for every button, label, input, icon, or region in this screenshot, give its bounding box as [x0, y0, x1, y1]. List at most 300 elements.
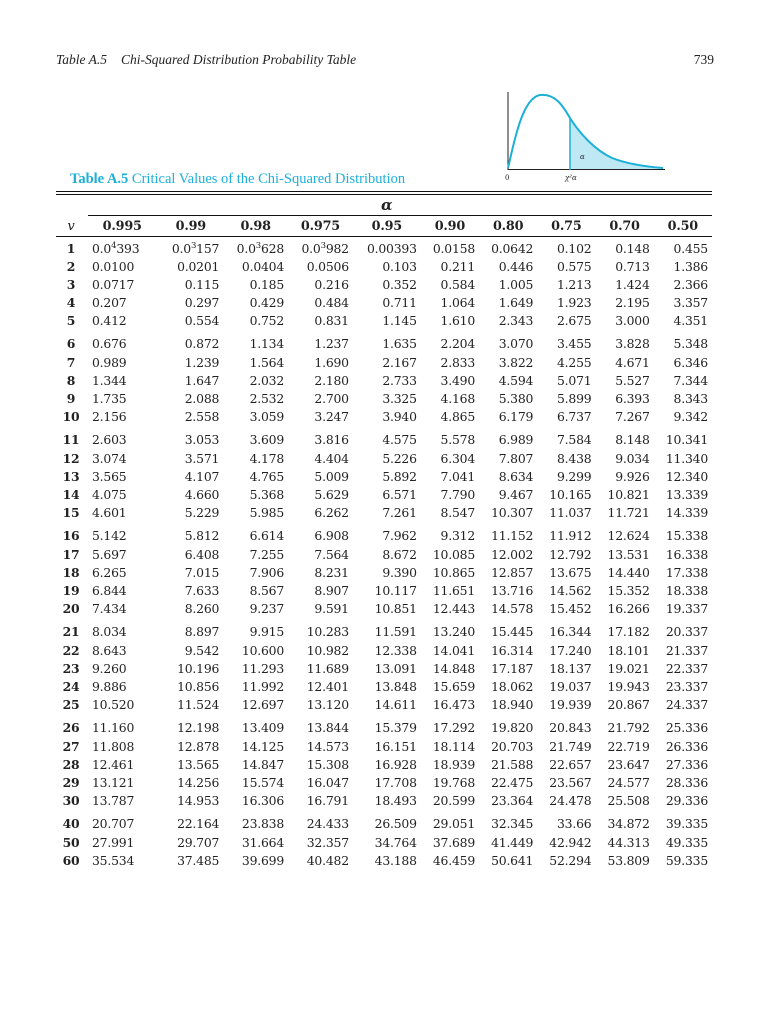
critical-value-cell: 1.923 — [556, 294, 592, 310]
critical-value-cell: 3.490 — [440, 372, 476, 388]
table-row — [56, 833, 712, 851]
critical-value-cell: 1.344 — [92, 372, 127, 388]
table-row — [56, 329, 712, 353]
critical-value-cell: 32.345 — [491, 815, 534, 831]
critical-value-cell: 12.338 — [374, 642, 417, 658]
degrees-of-freedom-cell: 3 — [66, 276, 76, 292]
critical-value-cell: 12.857 — [491, 564, 534, 580]
critical-value-cell: 8.643 — [92, 642, 127, 658]
critical-value-cell: 0.0201 — [177, 258, 220, 274]
critical-value-cell: 5.527 — [615, 372, 650, 388]
critical-value-cell: 8.897 — [184, 623, 220, 639]
column-header-alpha: 0.99 — [175, 218, 206, 234]
degrees-of-freedom-cell: 7 — [66, 354, 76, 370]
critical-value-cell: 39.335 — [665, 815, 708, 831]
critical-value-cell: 23.647 — [607, 756, 650, 772]
critical-value-cell: 10.600 — [241, 642, 285, 658]
critical-value-cell: 11.340 — [665, 450, 708, 466]
critical-value-cell: 43.188 — [374, 852, 417, 868]
table-row — [56, 236, 712, 257]
page-number: 739 — [693, 52, 714, 67]
critical-value-cell: 0.0100 — [92, 258, 135, 274]
column-header-alpha: 0.98 — [240, 218, 271, 234]
degrees-of-freedom-cell: 26 — [62, 719, 80, 735]
critical-value-cell: 14.339 — [665, 504, 708, 520]
table-row — [56, 755, 712, 773]
critical-value-cell: 0.713 — [615, 258, 650, 274]
critical-value-cell: 3.816 — [314, 431, 349, 447]
critical-value-cell: 12.340 — [665, 468, 708, 484]
critical-value-cell: 9.342 — [673, 408, 708, 424]
caption-label: Table A.5 — [70, 171, 129, 187]
table-row — [56, 677, 712, 695]
critical-value-cell: 3.074 — [92, 450, 127, 466]
critical-value-cell: 19.939 — [549, 696, 592, 712]
critical-value-cell: 15.308 — [306, 756, 349, 772]
critical-value-cell: 0.211 — [440, 258, 476, 274]
critical-value-cell: 2.603 — [92, 431, 127, 447]
critical-value-cell: 19.768 — [432, 774, 476, 790]
critical-value-cell: 4.075 — [92, 486, 127, 502]
critical-value-cell: 4.168 — [440, 390, 476, 406]
critical-value-cell: 4.765 — [249, 468, 285, 484]
critical-value-cell: 5.697 — [92, 546, 127, 562]
table-row — [56, 485, 712, 503]
critical-value-cell: 9.390 — [382, 564, 417, 580]
critical-value-cell: 10.520 — [92, 696, 135, 712]
critical-value-cell: 33.66 — [556, 815, 592, 831]
critical-value-cell: 9.312 — [440, 527, 476, 543]
table-row — [56, 257, 712, 275]
critical-value-cell: 9.237 — [249, 600, 285, 616]
critical-value-cell: 4.255 — [556, 354, 592, 370]
critical-value-cell: 10.341 — [665, 431, 708, 447]
critical-value-cell: 6.346 — [673, 354, 708, 370]
table-row — [56, 389, 712, 407]
critical-value-cell: 16.314 — [491, 642, 534, 658]
table-row — [56, 503, 712, 521]
critical-value-cell: 14.848 — [432, 660, 476, 676]
critical-value-cell: 21.792 — [607, 719, 650, 735]
critical-value-cell: 0.554 — [184, 312, 220, 328]
critical-value-cell: 0.455 — [673, 240, 708, 256]
critical-value-cell: 14.440 — [607, 564, 650, 580]
critical-value-cell: 0.0642 — [491, 240, 534, 256]
critical-value-cell: 8.634 — [498, 468, 534, 484]
critical-value-cell: 2.180 — [314, 372, 349, 388]
critical-value-cell: 16.344 — [549, 623, 592, 639]
critical-value-cell: 24.478 — [549, 792, 592, 808]
degrees-of-freedom-cell: 40 — [62, 815, 80, 831]
critical-value-cell: 19.021 — [607, 660, 650, 676]
degrees-of-freedom-cell: 50 — [62, 834, 80, 850]
critical-value-cell: 34.764 — [374, 834, 417, 850]
critical-value-cell: 1.690 — [314, 354, 349, 370]
critical-value-cell: 6.737 — [556, 408, 592, 424]
critical-value-cell: 10.117 — [374, 582, 417, 598]
critical-value-cell: 13.844 — [306, 719, 349, 735]
table-row — [56, 809, 712, 833]
critical-value-cell: 16.047 — [306, 774, 349, 790]
degrees-of-freedom-cell: 9 — [66, 390, 76, 406]
critical-value-cell: 29.051 — [432, 815, 476, 831]
critical-value-cell: 4.660 — [184, 486, 220, 502]
critical-value-cell: 16.151 — [374, 738, 417, 754]
critical-value-cell: 6.571 — [382, 486, 417, 502]
table-row — [56, 659, 712, 677]
critical-value-cell: 13.716 — [491, 582, 534, 598]
critical-value-cell: 26.509 — [374, 815, 417, 831]
critical-value-cell: 10.196 — [177, 660, 220, 676]
critical-value-cell: 22.475 — [491, 774, 534, 790]
table-row — [56, 353, 712, 371]
table-caption — [70, 171, 405, 188]
critical-value-cell: 1.005 — [498, 276, 534, 292]
critical-value-cell: 12.624 — [607, 527, 650, 543]
running-head-title: Chi-Squared Distribution Probability Table — [121, 52, 357, 67]
critical-value-cell: 6.989 — [498, 431, 534, 447]
critical-value-cell: 7.344 — [673, 372, 708, 388]
critical-value-cell: 5.812 — [184, 527, 220, 543]
degrees-of-freedom-cell: 15 — [62, 504, 80, 520]
critical-value-cell: 10.865 — [432, 564, 476, 580]
critical-value-cell: 8.034 — [92, 623, 127, 639]
critical-value-cell: 22.164 — [177, 815, 220, 831]
critical-value-cell: 11.591 — [374, 623, 417, 639]
chi-squared-table — [56, 216, 712, 869]
critical-value-cell: 8.567 — [249, 582, 285, 598]
degrees-of-freedom-cell: 25 — [62, 696, 80, 712]
critical-value-cell: 0.185 — [249, 276, 285, 292]
critical-value-cell: 0.207 — [92, 294, 127, 310]
critical-value-cell: 5.009 — [314, 468, 349, 484]
critical-value-cell: 0.711 — [382, 294, 417, 310]
critical-value-cell: 2.675 — [556, 312, 592, 328]
critical-value-cell: 10.856 — [177, 678, 220, 694]
critical-value-cell: 21.337 — [665, 642, 708, 658]
critical-value-cell: 3.609 — [249, 431, 285, 447]
table-header-row — [56, 216, 712, 236]
critical-value-cell: 0.752 — [249, 312, 285, 328]
critical-value-cell: 9.886 — [92, 678, 127, 694]
critical-value-cell: 4.404 — [314, 450, 349, 466]
critical-value-cell: 7.434 — [92, 600, 127, 616]
critical-value-cell: 14.573 — [306, 738, 349, 754]
critical-value-cell: 20.599 — [432, 792, 476, 808]
degrees-of-freedom-cell: 27 — [62, 738, 80, 754]
critical-value-cell: 18.338 — [665, 582, 708, 598]
critical-value-cell: 19.037 — [549, 678, 592, 694]
critical-value-cell: 14.125 — [241, 738, 285, 754]
critical-value-cell: 2.343 — [498, 312, 534, 328]
critical-value-cell: 0.872 — [184, 335, 220, 351]
table-row — [56, 293, 712, 311]
caption-title: Critical Values of the Chi-Squared Distribution — [131, 171, 406, 187]
critical-value-cell: 2.156 — [92, 408, 127, 424]
table-row — [56, 275, 712, 293]
critical-value-cell: 13.565 — [177, 756, 220, 772]
critical-value-cell: 37.485 — [177, 852, 220, 868]
critical-value-cell: 3.828 — [615, 335, 650, 351]
degrees-of-freedom-cell: 6 — [66, 335, 76, 351]
critical-value-cell: 20.843 — [549, 719, 592, 735]
critical-value-cell: 5.892 — [382, 468, 417, 484]
critical-value-cell: 21.588 — [491, 756, 534, 772]
critical-value-cell: 5.229 — [184, 504, 220, 520]
critical-value-cell: 15.574 — [241, 774, 285, 790]
critical-value-cell: 3.325 — [382, 390, 417, 406]
critical-value-cell: 4.671 — [615, 354, 650, 370]
critical-value-cell: 2.700 — [314, 390, 349, 406]
critical-value-cell: 59.335 — [665, 852, 708, 868]
critical-value-cell: 5.629 — [314, 486, 349, 502]
running-head — [56, 52, 356, 68]
critical-value-cell: 21.749 — [549, 738, 592, 754]
critical-value-cell: 22.657 — [549, 756, 592, 772]
critical-value-cell: 4.575 — [382, 431, 417, 447]
critical-value-cell: 11.037 — [549, 504, 592, 520]
critical-value-cell: 18.493 — [374, 792, 417, 808]
critical-value-cell: 8.547 — [440, 504, 476, 520]
table-row — [56, 737, 712, 755]
critical-value-cell: 12.697 — [241, 696, 285, 712]
critical-value-cell: 0.297 — [184, 294, 220, 310]
critical-value-cell: 7.564 — [314, 546, 349, 562]
critical-value-cell: 40.482 — [306, 852, 349, 868]
table-row — [56, 467, 712, 485]
critical-value-cell: 15.659 — [432, 678, 476, 694]
degrees-of-freedom-cell: 11 — [62, 431, 80, 447]
critical-value-cell: 12.878 — [177, 738, 220, 754]
critical-value-cell: 16.928 — [374, 756, 417, 772]
critical-value-cell: 9.926 — [615, 468, 650, 484]
critical-value-cell: 7.015 — [184, 564, 220, 580]
critical-value-cell: 6.614 — [249, 527, 285, 543]
critical-value-cell: 7.962 — [382, 527, 417, 543]
critical-value-cell: 6.262 — [314, 504, 349, 520]
critical-value-cell: 34.872 — [607, 815, 650, 831]
table-row — [56, 371, 712, 389]
degrees-of-freedom-cell: 13 — [62, 468, 80, 484]
critical-value-cell: 37.689 — [432, 834, 476, 850]
table-row — [56, 695, 712, 713]
critical-value-cell: 7.633 — [184, 582, 220, 598]
top-rule — [56, 191, 712, 192]
critical-value-cell: 10.165 — [549, 486, 592, 502]
critical-value-cell: 14.847 — [241, 756, 285, 772]
degrees-of-freedom-cell: 2 — [66, 258, 76, 274]
degrees-of-freedom-cell: 14 — [62, 486, 80, 502]
critical-value-cell: 7.267 — [615, 408, 650, 424]
alpha-header: α — [381, 196, 393, 214]
critical-value-cell: 10.085 — [432, 546, 476, 562]
critical-value-cell: 4.178 — [249, 450, 285, 466]
critical-value-cell: 19.337 — [665, 600, 708, 616]
header-rule — [56, 236, 712, 237]
critical-value-cell: 42.942 — [549, 834, 592, 850]
critical-value-cell: 2.032 — [249, 372, 285, 388]
critical-value-cell: 16.791 — [306, 792, 349, 808]
critical-value-cell: 22.337 — [665, 660, 708, 676]
critical-value-cell: 19.820 — [491, 719, 534, 735]
critical-value-cell: 5.368 — [249, 486, 285, 502]
table-row — [56, 617, 712, 641]
critical-value-cell: 1.564 — [249, 354, 285, 370]
critical-value-cell: 19.943 — [607, 678, 650, 694]
degrees-of-freedom-cell: 29 — [62, 774, 80, 790]
critical-value-cell: 10.821 — [607, 486, 650, 502]
critical-value-cell: 39.699 — [241, 852, 285, 868]
table-body — [56, 236, 712, 869]
table-row — [56, 599, 712, 617]
column-header-alpha: 0.995 — [102, 218, 142, 234]
critical-value-cell: 4.594 — [498, 372, 534, 388]
critical-value-cell: 13.121 — [92, 774, 135, 790]
critical-value-cell: 50.641 — [491, 852, 534, 868]
critical-value-cell: 1.386 — [673, 258, 708, 274]
critical-value-cell: 16.473 — [432, 696, 476, 712]
critical-value-cell: 6.908 — [314, 527, 349, 543]
critical-value-cell: 18.940 — [491, 696, 534, 712]
critical-value-cell: 5.071 — [556, 372, 592, 388]
critical-value-cell: 1.735 — [92, 390, 127, 406]
critical-value-cell: 23.364 — [491, 792, 534, 808]
critical-value-cell: 1.647 — [184, 372, 220, 388]
critical-value-cell: 31.664 — [241, 834, 285, 850]
critical-value-cell: 3.571 — [184, 450, 220, 466]
critical-value-cell: 4.107 — [184, 468, 220, 484]
critical-value-cell: 7.261 — [382, 504, 417, 520]
critical-value-cell: 16.266 — [607, 600, 650, 616]
column-header-alpha: 0.50 — [667, 218, 699, 234]
critical-value-cell: 8.907 — [314, 582, 349, 598]
critical-value-cell: 0.352 — [382, 276, 417, 292]
critical-value-cell: 8.231 — [314, 564, 349, 580]
critical-value-cell: 11.160 — [92, 719, 135, 735]
critical-value-cell: 16.338 — [665, 546, 708, 562]
critical-value-cell: 8.148 — [615, 431, 650, 447]
critical-value-cell: 12.401 — [306, 678, 349, 694]
critical-value-cell: 12.002 — [491, 546, 534, 562]
degrees-of-freedom-cell: 28 — [62, 756, 80, 772]
critical-value-cell: 5.226 — [382, 450, 417, 466]
critical-value-cell: 18.101 — [607, 642, 650, 658]
critical-value-cell: 2.088 — [184, 390, 220, 406]
critical-value-cell: 13.787 — [92, 792, 135, 808]
critical-value-cell: 26.336 — [665, 738, 708, 754]
critical-value-cell: 3.455 — [556, 335, 592, 351]
critical-value-cell: 16.306 — [241, 792, 285, 808]
degrees-of-freedom-cell: 30 — [62, 792, 80, 808]
critical-value-cell: 11.721 — [607, 504, 650, 520]
table-row — [56, 581, 712, 599]
critical-value-cell: 11.808 — [92, 738, 135, 754]
critical-value-cell: 5.985 — [249, 504, 285, 520]
critical-value-cell: 27.336 — [665, 756, 708, 772]
critical-value-cell: 11.152 — [491, 527, 534, 543]
critical-value-cell: 29.336 — [665, 792, 708, 808]
critical-value-cell: 0.216 — [314, 276, 349, 292]
degrees-of-freedom-cell: 19 — [62, 582, 80, 598]
critical-value-cell: 35.534 — [92, 852, 135, 868]
critical-value-cell: 14.562 — [549, 582, 592, 598]
critical-value-cell: 3.357 — [673, 294, 708, 310]
critical-value-cell: 23.337 — [665, 678, 708, 694]
critical-value-cell: 0.0506 — [306, 258, 349, 274]
figure-critical-label: χ²α — [565, 174, 577, 182]
critical-value-cell: 3.053 — [184, 431, 220, 447]
critical-value-cell: 17.292 — [432, 719, 476, 735]
critical-value-cell: 10.307 — [491, 504, 534, 520]
critical-value-cell: 0.00393 — [366, 240, 417, 256]
critical-value-cell: 15.352 — [607, 582, 650, 598]
critical-value-cell: 53.809 — [607, 852, 650, 868]
critical-value-cell: $0.0^4393$ — [92, 240, 140, 256]
degrees-of-freedom-cell: 18 — [62, 564, 80, 580]
critical-value-cell: 8.672 — [382, 546, 417, 562]
critical-value-cell: 24.433 — [306, 815, 349, 831]
critical-value-cell: 2.833 — [440, 354, 476, 370]
critical-value-cell: 6.179 — [498, 408, 534, 424]
chi-squared-density-figure — [500, 88, 670, 183]
critical-value-cell: 13.240 — [432, 623, 476, 639]
critical-value-cell: 1.635 — [382, 335, 417, 351]
table-row — [56, 407, 712, 425]
critical-value-cell: 9.542 — [184, 642, 220, 658]
critical-value-cell: 20.337 — [665, 623, 708, 639]
critical-value-cell: 2.195 — [615, 294, 650, 310]
critical-value-cell: 2.558 — [184, 408, 220, 424]
critical-value-cell: 13.120 — [306, 696, 349, 712]
critical-value-cell: 12.198 — [177, 719, 220, 735]
critical-value-cell: 1.610 — [440, 312, 476, 328]
critical-value-cell: 18.062 — [491, 678, 534, 694]
critical-value-cell: 14.041 — [432, 642, 476, 658]
critical-value-cell: 10.851 — [374, 600, 417, 616]
critical-value-cell: 12.443 — [432, 600, 476, 616]
critical-value-cell: 13.339 — [665, 486, 708, 502]
degrees-of-freedom-cell: 8 — [66, 372, 76, 388]
critical-value-cell: 13.409 — [241, 719, 285, 735]
degrees-of-freedom-cell: 22 — [62, 642, 80, 658]
critical-value-cell: 11.524 — [177, 696, 220, 712]
table-row — [56, 641, 712, 659]
critical-value-cell: 2.167 — [382, 354, 417, 370]
critical-value-cell: 1.145 — [382, 312, 417, 328]
critical-value-cell: 7.255 — [249, 546, 285, 562]
critical-value-cell: 14.578 — [491, 600, 534, 616]
critical-value-cell: 5.142 — [92, 527, 127, 543]
critical-value-cell: 0.676 — [92, 335, 127, 351]
critical-value-cell: 7.807 — [498, 450, 534, 466]
column-header-alpha: 0.90 — [434, 218, 466, 234]
critical-value-cell: 9.915 — [249, 623, 285, 639]
critical-value-cell: 11.293 — [241, 660, 285, 676]
zero-count-superscript: 3 — [255, 240, 261, 251]
critical-value-cell: 3.565 — [92, 468, 127, 484]
critical-value-cell: 25.508 — [607, 792, 650, 808]
critical-value-cell: 11.651 — [432, 582, 476, 598]
critical-value-cell: 25.336 — [665, 719, 708, 735]
critical-value-cell: 18.939 — [432, 756, 476, 772]
critical-value-cell: 17.182 — [607, 623, 650, 639]
critical-value-cell: 22.719 — [607, 738, 650, 754]
critical-value-cell: 14.256 — [177, 774, 220, 790]
critical-value-cell: 12.461 — [92, 756, 135, 772]
critical-value-cell: 20.703 — [491, 738, 534, 754]
critical-value-cell: 9.467 — [498, 486, 534, 502]
right-tail-shaded-area — [570, 118, 663, 169]
